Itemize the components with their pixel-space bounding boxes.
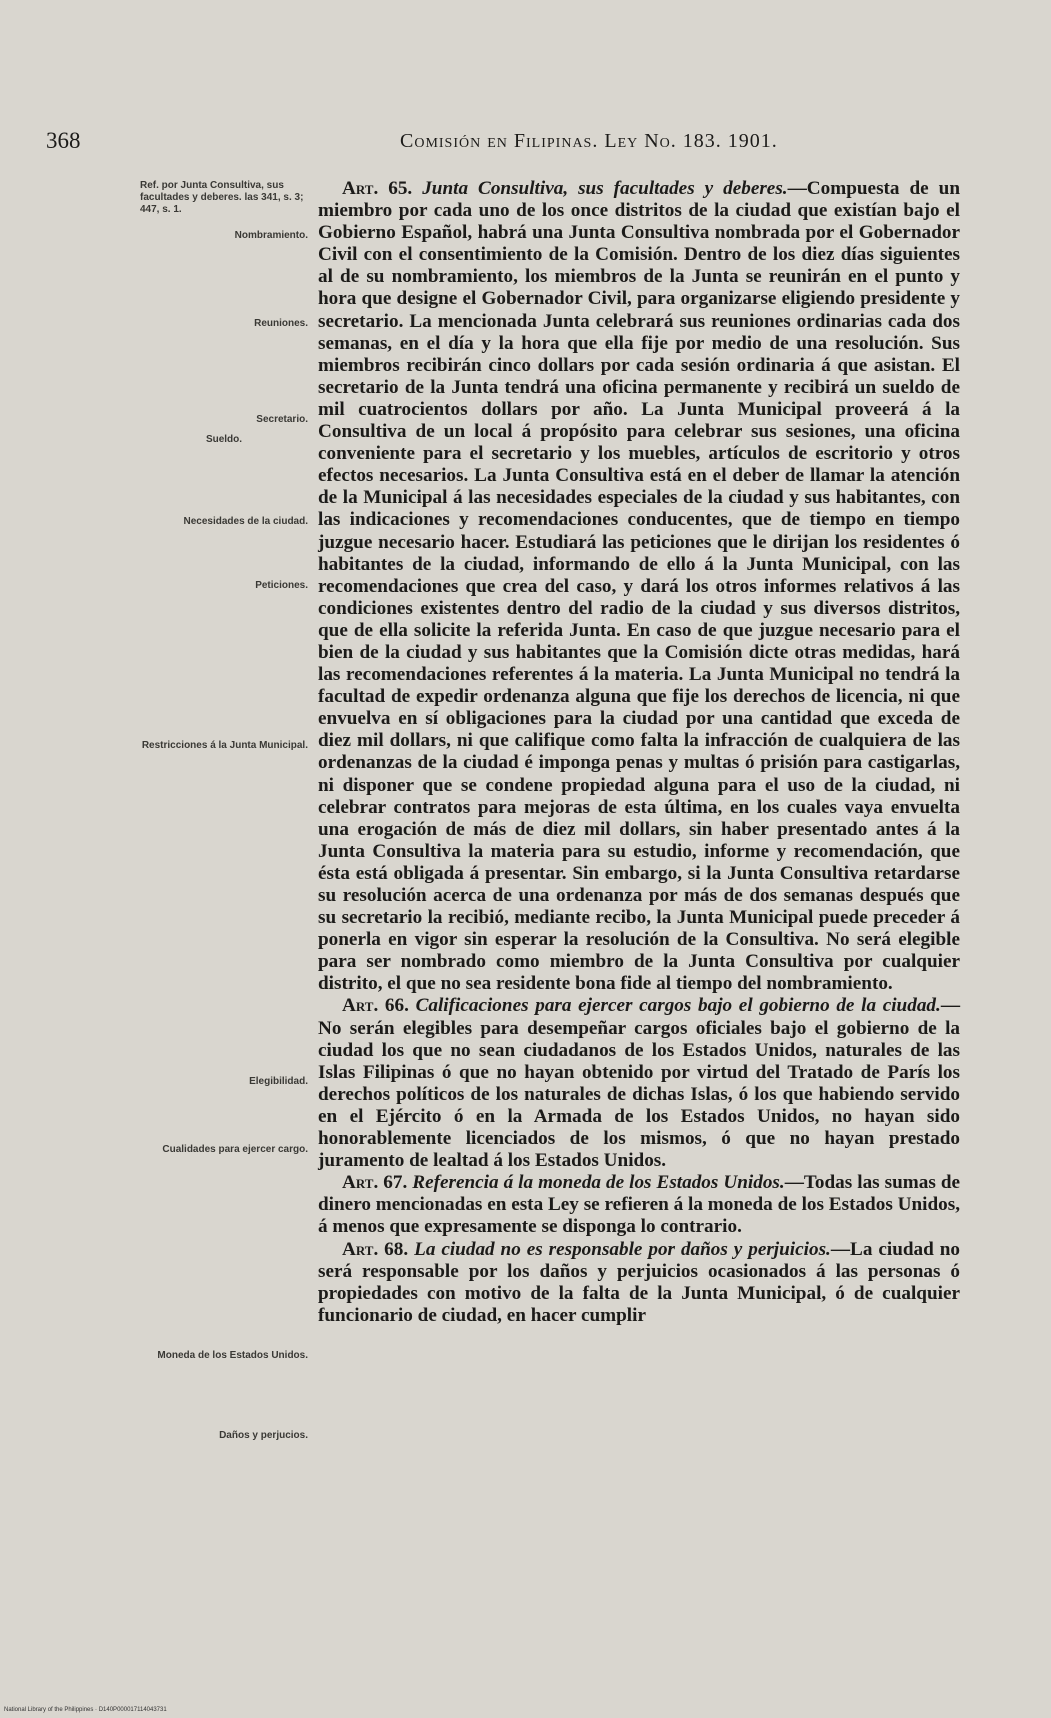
main-text — [318, 178, 960, 1518]
margin-note-restricciones: Restricciones á la Junta Municipal. — [141, 740, 308, 751]
article-label: Art. 65. — [342, 178, 413, 199]
margin-note-danos: Daños y perjucios. — [219, 1430, 308, 1441]
margin-note-secretario: Secretario. — [256, 414, 308, 425]
margin-note-reuniones: Reuniones. — [254, 318, 308, 329]
article-label: Art. 68. — [342, 1238, 409, 1260]
article-title: Calificaciones para ejercer cargos bajo el gobierno de la ciudad. — [415, 995, 941, 1017]
article-body: —Compuesta de un miembro por cada uno de los once distritos de la ciudad que existían bajo el Gobierno Español, habrá una Junta Consultiva nombrada por el Gobernador Civil con el consentimiento de la Comisión. Dentro de los diez días siguientes al de su nombramiento, los miembros de la Junta se reunirán en el punto y hora que designe el Gobernador Civil, para organizarse eligiendo presidente y secretario. La mencionada Junta celebrará sus reuniones ordinarias cada dos semanas, en el día y la hora que ella fije por medio de una resolución. Sus miembros recibirán cinco dollars por cada sesión ordinaria á que asistan. El secretario de la Junta tendrá una oficina permanente y recibirá un sueldo de mil cuatrocientos dollars por año. La Junta Municipal proveerá á la Consultiva de un local á propósito para celebrar sus sesiones, una oficina conveniente para el secretario y los muebles, artículos de escritorio y otros efectos necesarios. La Junta Consultiva está en el deber de llamar la atención de la Municipal á las necesidades especiales de la ciudad y sus habitantes, con las indicaciones y recomendaciones conducentes, que de tiempo en tiempo juzgue necesario hacer. Estudiará las peticiones que le dirijan los residentes ó habitantes de la ciudad, informando de ello á la Junta Municipal, con las recomendaciones que crea del caso, y dará los otros informes relativos á las condiciones existentes dentro del radio de la ciudad y sus diversos distritos, que de ella solicite la referida Junta. En caso de que juzgue necesario para el bien de la ciudad y sus habitantes que la Comisión dicte otras medidas, hará las recomendaciones referentes á la materia. La Junta Municipal no tendrá la facultad de expedir ordenanza alguna que fije los derechos de licencia, ni que envuelva en sí obligaciones para la ciudad por una cantidad que exceda de diez mil dollars, ni que califique como falta la infracción de cualquiera de las ordenanzas de la ciudad é imponga penas y multas ó prisión para castigarlas, ni disponer que se condene propiedad alguna para el uso de la ciudad, ni celebrar contratos para mejoras de esta última, en los cuales vaya envuelta una erogación de más de diez mil dollars, sin haber presentado antes á la Junta Consultiva la materia para su estudio, informe y recomendación, que ésta está obligada á presentar. Sin embargo, si la Junta Consultiva retardarse su resolución acerca de una ordenanza por más de dos semanas después que su secretario la recibió, mediante recibo, la Junta Municipal puede preceder á ponerla en vigor sin esperar la resolución de la Consultiva. No será elegible para ser nombrado como miembro de la Junta Consultiva por cualquier distrito, el que no sea residente bona fide al tiempo del nombramiento. — [318, 178, 960, 995]
margin-note-sueldo: Sueldo. — [205, 434, 243, 445]
article-body: —La ciudad no será responsable por los daños y perjuicios ocasionados á las personas ó propiedades con motivo de la falta de la Junta Municipal, ó de cualquier funcionario de ciudad, en hacer cumplir — [318, 1238, 960, 1326]
scan-credit: National Library of the Philippines · D140P000017114043731 — [4, 1707, 167, 1713]
article-label: Art. 66. — [342, 995, 409, 1017]
margin-note-nombramiento: Nombramiento. — [234, 230, 308, 241]
margin-notes — [140, 180, 308, 1450]
article-label: Art. 67. — [342, 1172, 408, 1194]
page-header — [0, 128, 1051, 162]
margin-note-elegibilidad: Elegibilidad. — [249, 1076, 308, 1087]
article-67 — [318, 1172, 960, 1238]
page-number: 368 — [46, 128, 81, 153]
article-66 — [318, 995, 960, 1172]
article-body: —Todas las sumas de dinero mencionadas en esta Ley se refieren á la moneda de los Estados Unidos, á menos que expresamente se disponga lo contrario. — [318, 1172, 961, 1238]
margin-note-peticiones: Peticiones. — [255, 580, 308, 591]
article-68 — [318, 1239, 960, 1327]
running-head: Comisión en Filipinas. Ley No. 183. 1901. — [400, 130, 778, 152]
article-title: La ciudad no es responsable por daños y perjuicios. — [414, 1238, 831, 1260]
margin-note-moneda: Moneda de los Estados Unidos. — [157, 1350, 308, 1361]
margin-note-necesidades: Necesidades de la ciudad. — [183, 516, 308, 527]
margin-note-ref: Ref. por Junta Consultiva, sus facultades y deberes. las 341, s. 3; 447, s. 1. — [140, 180, 304, 215]
article-65 — [318, 178, 960, 995]
article-body: —No serán elegibles para desempeñar cargos oficiales bajo el gobierno de la ciudad los que no sean ciudadanos de los Estados Unidos, naturales de las Islas Filipinas ó que no hayan obtenido por virtud del Tratado de París los derechos políticos de los naturales de dichas Islas, ó los que habiendo servido en el Ejército ó en la Armada de los Estados Unidos, no hayan sido honorablemente licenciados de los mismos, ó que no hayan prestado juramento de lealtad á los Estados Unidos. — [318, 995, 960, 1172]
article-title: Referencia á la moneda de los Estados Unidos. — [412, 1172, 785, 1194]
margin-note-cualidades: Cualidades para ejercer cargo. — [162, 1144, 308, 1155]
article-title: Junta Consultiva, sus facultades y deberes. — [422, 178, 788, 199]
